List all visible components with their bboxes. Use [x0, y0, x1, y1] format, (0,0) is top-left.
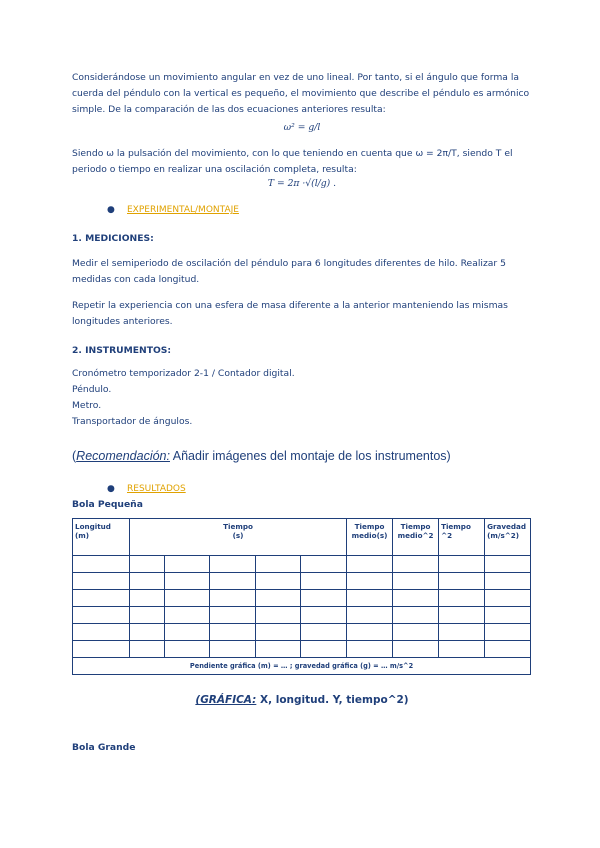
results-table-bola-pequena: [72, 518, 531, 675]
intro-paragraph: Considerándose un movimiento angular en vez de uno lineal. Por tanto, si el ángulo que forma la cuerda del péndulo con la vertical es pequeño, el movimiento que describe el péndulo es armónico simple. De la comparación de las dos ecuaciones anteriores resulta:: [72, 72, 530, 115]
table-row: [73, 641, 531, 658]
equation-period: T = 2π ·√(l/g) .: [267, 178, 337, 189]
section-experimental-link[interactable]: EXPERIMENTAL/MONTAJE: [127, 205, 239, 215]
table-row: [73, 624, 531, 641]
bullet-icon: ●: [107, 484, 115, 494]
grafica-text: X, longitud. Y, tiempo^2): [256, 694, 409, 706]
instrumento-item: Transportador de ángulos.: [72, 416, 193, 427]
intro-paragraph-2: Siendo ω la pulsación del movimiento, con lo que teniendo en cuenta que ω = 2π/T, siendo T el periodo o tiempo en realizar una oscilación completa, resulta:: [72, 148, 513, 175]
bullet-icon: ●: [107, 205, 115, 215]
grafica-label: (GRÁFICA:: [195, 694, 257, 706]
header-tiempo: [130, 519, 347, 556]
header-tiempo-medio-cuadrado: Tiempo medio^2: [393, 519, 439, 556]
header-tiempo-cuadrado: Tiempo ^2: [439, 519, 485, 556]
header-longitud: Longitud (m): [73, 519, 130, 556]
header-tiempo-label: Tiempo: [223, 522, 253, 531]
recomendacion-open: (: [72, 449, 77, 463]
table-row: [73, 590, 531, 607]
header-tiempo-medio: Tiempo medio(s): [347, 519, 393, 556]
table-row: [73, 607, 531, 624]
instrumento-item: Metro.: [72, 400, 102, 411]
section-resultados-link[interactable]: RESULTADOS: [127, 484, 186, 494]
grafica-caption: [72, 694, 532, 706]
table-row: [73, 573, 531, 590]
mediciones-paragraph-2: Repetir la experiencia con una esfera de masa diferente a la anterior manteniendo las mismas longitudes anteriores.: [72, 300, 508, 327]
header-tiempo-unit: (s): [232, 531, 244, 540]
table-row: [73, 556, 531, 573]
instrumento-item: Cronómetro temporizador 2-1 / Contador digital.: [72, 368, 295, 379]
mediciones-paragraph-1: Medir el semiperiodo de oscilación del péndulo para 6 longitudes diferentes de hilo. Realizar 5 medidas con cada longitud.: [72, 258, 506, 285]
bola-pequena-title: Bola Pequeña: [72, 499, 143, 510]
recomendacion-text: Añadir imágenes del montaje de los instrumentos): [169, 449, 451, 463]
instrumento-item: Péndulo.: [72, 384, 112, 395]
header-gravedad: Gravedad (m/s^2): [485, 519, 531, 556]
bola-grande-title: Bola Grande: [72, 742, 136, 753]
instrumentos-heading: 2. INSTRUMENTOS:: [72, 345, 172, 356]
mediciones-heading: 1. MEDICIONES:: [72, 233, 154, 244]
equation-omega: ω² = g/l: [283, 122, 321, 133]
recomendacion-label: Recomendación:: [76, 449, 170, 463]
recomendacion-note: [72, 449, 451, 463]
table-footer: Pendiente gráfica (m) = … ; gravedad gráfica (g) = … m/s^2: [73, 658, 531, 675]
